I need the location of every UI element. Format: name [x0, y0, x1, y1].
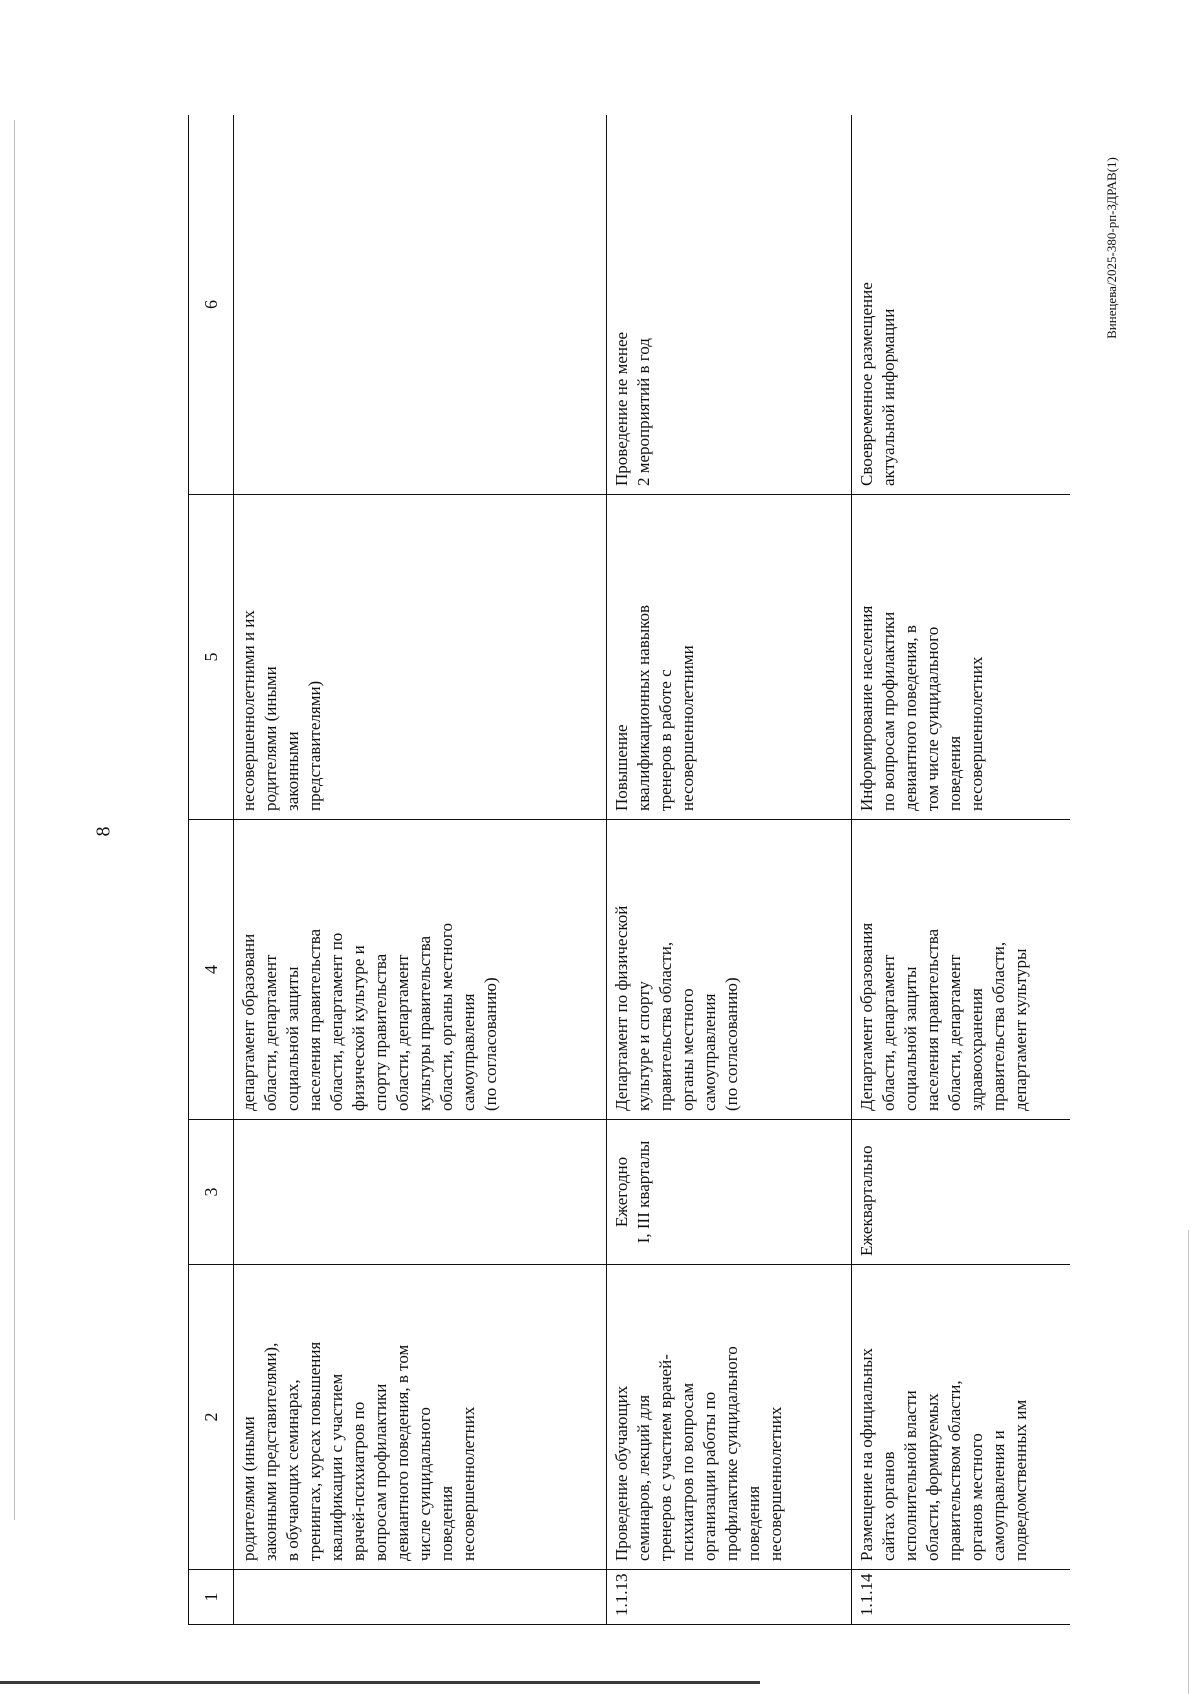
cell-executors: Департамент образования области, департамент социальной защиты населения правительства области, департамент здравоохранения правительства области, департамент культуры: [852, 820, 1071, 1120]
plan-table: [188, 115, 1070, 1625]
table-row: [607, 115, 852, 1625]
cell-period: [234, 1120, 607, 1265]
scan-edge-left: [14, 120, 15, 1520]
table-row: [852, 115, 1071, 1625]
cell-indicator: Проведение не менее 2 мероприятий в год: [607, 115, 852, 495]
table-row: [234, 115, 607, 1625]
scan-edge-right: [1188, 1230, 1189, 1694]
rotated-page-content: [188, 115, 1070, 1625]
cell-number: [234, 1570, 607, 1625]
cell-number: 1.1.14: [852, 1570, 1071, 1625]
table-header-row: [189, 115, 234, 1625]
scan-edge-bottom: [0, 1681, 760, 1684]
header-col-3: 3: [189, 1120, 234, 1265]
document-code: Винецева/2025-380-рп-ЗДРАВ(1): [1104, 157, 1119, 339]
cell-activity: родителями (иными законными представителями), в обучающих семинарах, тренингах, курсах повышения квалификации с участием врачей-психиатров по вопросам профилактики девиантного поведения, в том числе суицидального поведения несовершеннолетних: [234, 1265, 607, 1570]
cell-goal: Повышение квалификационных навыков тренеров в работе с несовершеннолетними: [607, 495, 852, 820]
header-col-1: 1: [189, 1570, 234, 1625]
header-col-5: 5: [189, 495, 234, 820]
cell-activity: Проведение обучающих семинаров, лекций для тренеров с участием врачей- психиатров по вопросам организации работы по профилактике суицидального поведения несовершеннолетних: [607, 1265, 852, 1570]
cell-indicator: Своевременное размещение актуальной информации: [852, 115, 1071, 495]
cell-goal: Информирование населения по вопросам профилактики девиантного поведения, в том числе суицидального поведения несовершеннолетних: [852, 495, 1071, 820]
cell-period: Ежеквартально: [852, 1120, 1071, 1265]
table-frame: [188, 115, 1070, 1625]
cell-indicator: [234, 115, 607, 495]
cell-executors: Департамент по физической культуре и спорту правительства области, органы местного самоуправления (по согласованию): [607, 820, 852, 1120]
cell-number: 1.1.13: [607, 1570, 852, 1625]
header-col-6: 6: [189, 115, 234, 495]
header-col-2: 2: [189, 1265, 234, 1570]
page-number: 8: [92, 826, 115, 837]
cell-activity: Размещение на официальных сайтах органов исполнительной власти области, формируемых правительством области, органов местного самоуправления и подведомственных им: [852, 1265, 1071, 1570]
cell-goal: несовершеннолетними и их родителями (иными законными представителями): [234, 495, 607, 820]
cell-period: Ежегодно I, III кварталы: [607, 1120, 852, 1265]
cell-executors: департамент образовани области, департамент социальной защиты населения правительства области, департамент по физической культуре и спорту правительства области, департамент культуры правительства области, органы местного самоуправления (по согласованию): [234, 820, 607, 1120]
header-col-4: 4: [189, 820, 234, 1120]
